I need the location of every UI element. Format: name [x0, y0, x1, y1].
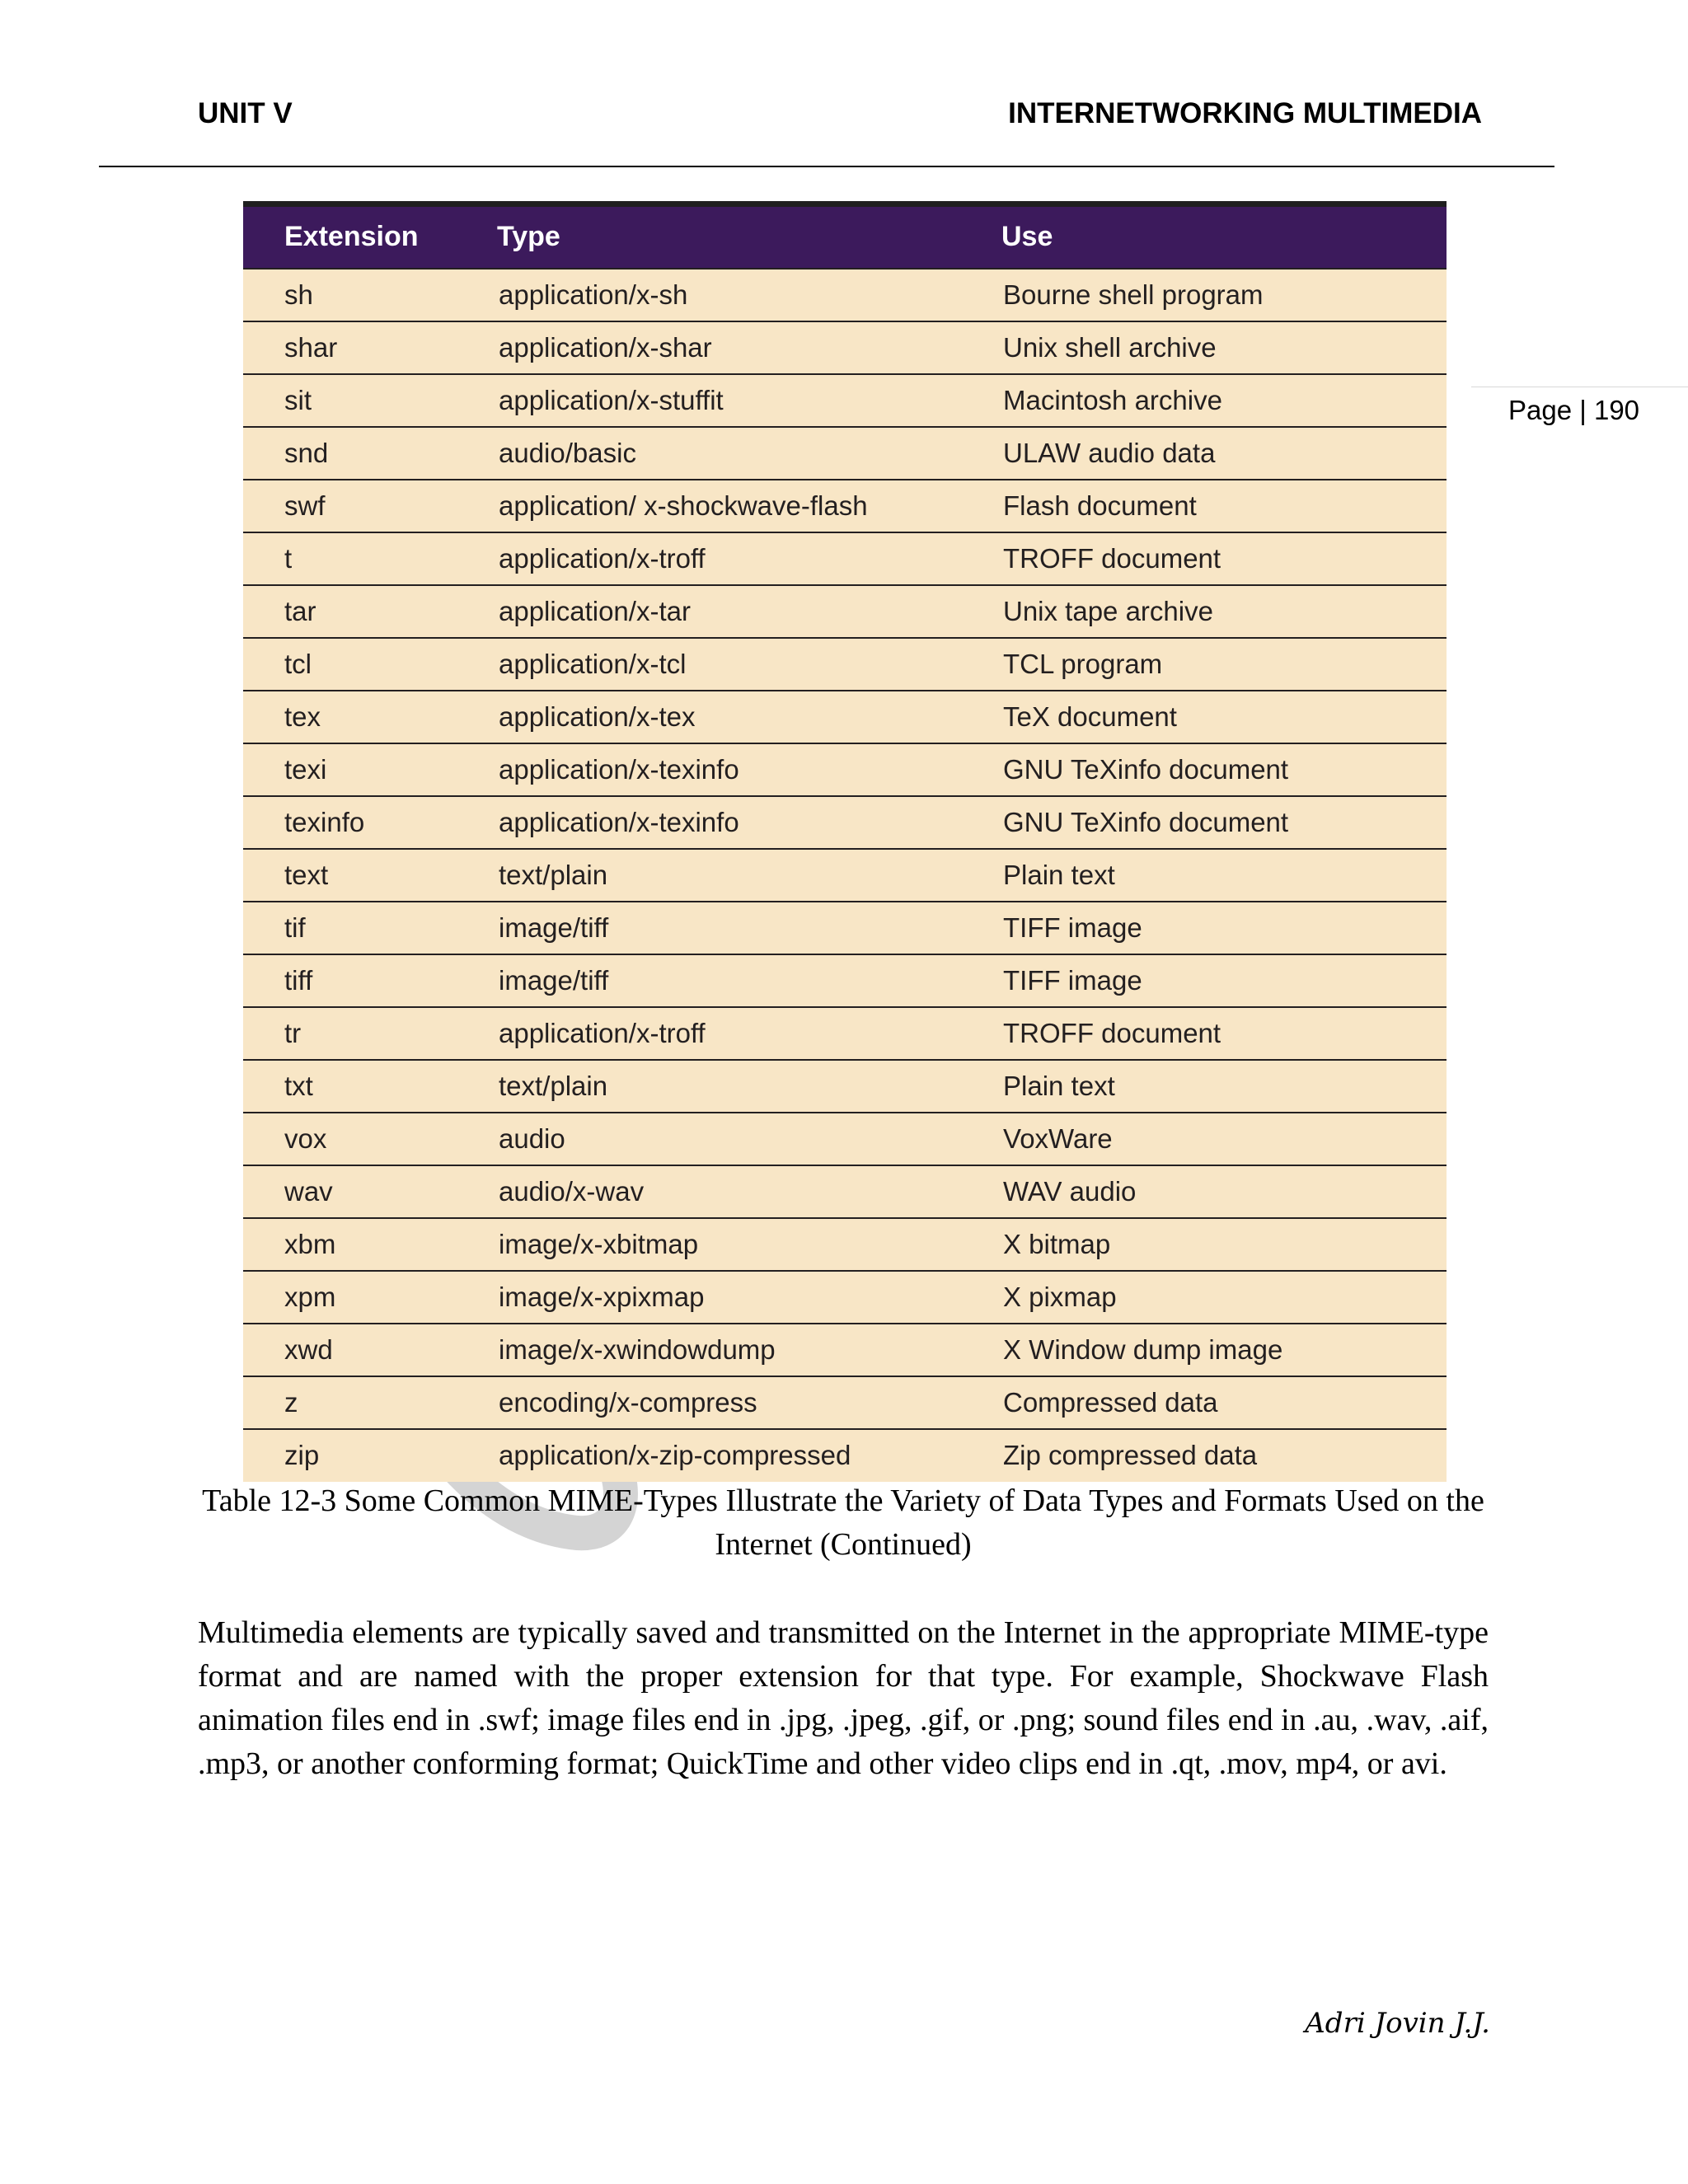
cell-use: X bitmap — [1003, 1228, 1111, 1259]
table-row — [243, 638, 1447, 691]
cell-type: application/x-troff — [499, 1017, 706, 1048]
cell-use: ULAW audio data — [1003, 437, 1216, 468]
cell-type: application/x-stuffit — [499, 384, 724, 415]
column-header-type: Type — [497, 221, 560, 253]
table-caption: Table 12-3 Some Common MIME-Types Illustrate the Variety of Data Types and Formats Used on the Internet (Continued) — [202, 1483, 1484, 1562]
cell-use: TROFF document — [1003, 542, 1221, 574]
cell-extension: texi — [284, 753, 327, 785]
cell-extension: tex — [284, 701, 321, 732]
cell-use: Flash document — [1003, 490, 1197, 521]
cell-extension: tar — [284, 595, 316, 626]
cell-use: X Window dump image — [1003, 1333, 1283, 1365]
table-row — [243, 1113, 1447, 1165]
cell-type: image/tiff — [499, 964, 609, 996]
cell-extension: snd — [284, 437, 329, 468]
cell-type: image/tiff — [499, 912, 609, 943]
table-row — [243, 1007, 1447, 1060]
cell-type: text/plain — [499, 859, 608, 890]
chapter-title: INTERNETWORKING MULTIMEDIA — [1008, 97, 1482, 129]
cell-type: application/x-sh — [499, 279, 688, 310]
cell-type: application/x-texinfo — [499, 753, 739, 785]
cell-type: audio/x-wav — [499, 1175, 645, 1207]
cell-extension: zip — [284, 1440, 320, 1470]
cell-extension: vox — [284, 1122, 327, 1154]
cell-use: GNU TeXinfo document — [1003, 806, 1289, 837]
cell-use: X pixmap — [1003, 1281, 1117, 1312]
cell-use: GNU TeXinfo document — [1003, 753, 1289, 785]
cell-extension: xwd — [284, 1333, 333, 1365]
cell-type: image/x-xbitmap — [499, 1228, 699, 1259]
table-row — [243, 480, 1447, 532]
cell-use: WAV audio — [1003, 1175, 1137, 1207]
unit-label: UNIT V — [198, 97, 293, 129]
cell-extension: shar — [284, 331, 338, 363]
cell-extension: xpm — [284, 1281, 336, 1312]
cell-use: TIFF image — [1003, 964, 1142, 996]
table-row — [243, 796, 1447, 849]
table-row — [243, 1324, 1447, 1376]
table-header-row — [243, 204, 1447, 269]
table-row — [243, 1165, 1447, 1218]
cell-extension: tcl — [284, 648, 312, 679]
cell-extension: tr — [284, 1017, 302, 1048]
cell-type: image/x-xwindowdump — [499, 1333, 776, 1365]
cell-type: audio — [499, 1122, 565, 1154]
cell-use: Bourne shell program — [1003, 279, 1264, 310]
column-header-use: Use — [1001, 221, 1053, 253]
cell-type: encoding/x-compress — [499, 1386, 757, 1418]
cell-use: Zip compressed data — [1003, 1440, 1258, 1470]
page-number: Page | 190 — [1508, 395, 1640, 425]
table-row — [243, 427, 1447, 480]
cell-type: image/x-xpixmap — [499, 1281, 705, 1312]
cell-extension: sh — [284, 279, 313, 310]
cell-extension: tiff — [284, 964, 313, 996]
cell-type: audio/basic — [499, 437, 636, 468]
table-row — [243, 691, 1447, 743]
cell-use: TIFF image — [1003, 912, 1142, 943]
table-row — [243, 1271, 1447, 1324]
cell-use: Unix tape archive — [1003, 595, 1213, 626]
cell-extension: xbm — [284, 1228, 336, 1259]
table-row — [243, 321, 1447, 374]
cell-type: application/x-troff — [499, 542, 706, 574]
cell-use: Compressed data — [1003, 1386, 1218, 1418]
cell-use: Plain text — [1003, 1070, 1115, 1101]
table-row — [243, 532, 1447, 585]
cell-extension: txt — [284, 1070, 313, 1101]
table-row — [243, 902, 1447, 954]
cell-use: Plain text — [1003, 859, 1115, 890]
table-row — [243, 1429, 1447, 1482]
table-row — [243, 954, 1447, 1007]
cell-use: Macintosh archive — [1003, 384, 1222, 415]
cell-use: VoxWare — [1003, 1122, 1113, 1154]
cell-use: TeX document — [1003, 701, 1177, 732]
cell-type: application/x-texinfo — [499, 806, 739, 837]
cell-extension: wav — [284, 1175, 333, 1207]
cell-extension: texinfo — [284, 806, 365, 837]
table-row — [243, 1376, 1447, 1429]
table-row — [243, 1218, 1447, 1271]
cell-use: Unix shell archive — [1003, 331, 1217, 363]
cell-extension: swf — [284, 490, 326, 521]
table-row — [243, 269, 1447, 321]
cell-extension: t — [284, 542, 293, 574]
cell-extension: text — [284, 859, 329, 890]
cell-type: text/plain — [499, 1070, 608, 1101]
table-row — [243, 374, 1447, 427]
cell-type: application/ x-shockwave-flash — [499, 490, 868, 521]
header-divider — [99, 166, 1554, 167]
cell-type: application/x-tcl — [499, 648, 687, 679]
cell-extension: tif — [284, 912, 306, 943]
column-header-extension: Extension — [284, 221, 419, 253]
cell-type: application/x-tar — [499, 595, 691, 626]
cell-type: application/x-shar — [499, 331, 712, 363]
cell-type: application/x-tex — [499, 701, 696, 732]
author-signature: Adri Jovin J.J. — [1305, 2007, 1490, 2040]
cell-extension: sit — [284, 384, 312, 415]
cell-use: TROFF document — [1003, 1017, 1221, 1048]
table-row — [243, 1060, 1447, 1113]
mime-types-table — [243, 201, 1447, 1482]
cell-use: TCL program — [1003, 648, 1163, 679]
table-row — [243, 743, 1447, 796]
table-row — [243, 849, 1447, 902]
table-row — [243, 585, 1447, 638]
cell-extension: z — [284, 1386, 298, 1418]
cell-type: application/x-zip-compressed — [499, 1440, 851, 1470]
body-paragraph: Multimedia elements are typically saved and transmitted on the Internet in the appropriate MIME-type format and are named with the proper extension for that type. For example, Shockwave Flash animation files end in .swf; image files end in .jpg, .jpeg, .gif, or .png; sound files end in .au, .wav, .aif, .mp3, or another conforming format; QuickTime and other video clips end in .qt, .mov, mp4, or avi. — [198, 1615, 1489, 1781]
